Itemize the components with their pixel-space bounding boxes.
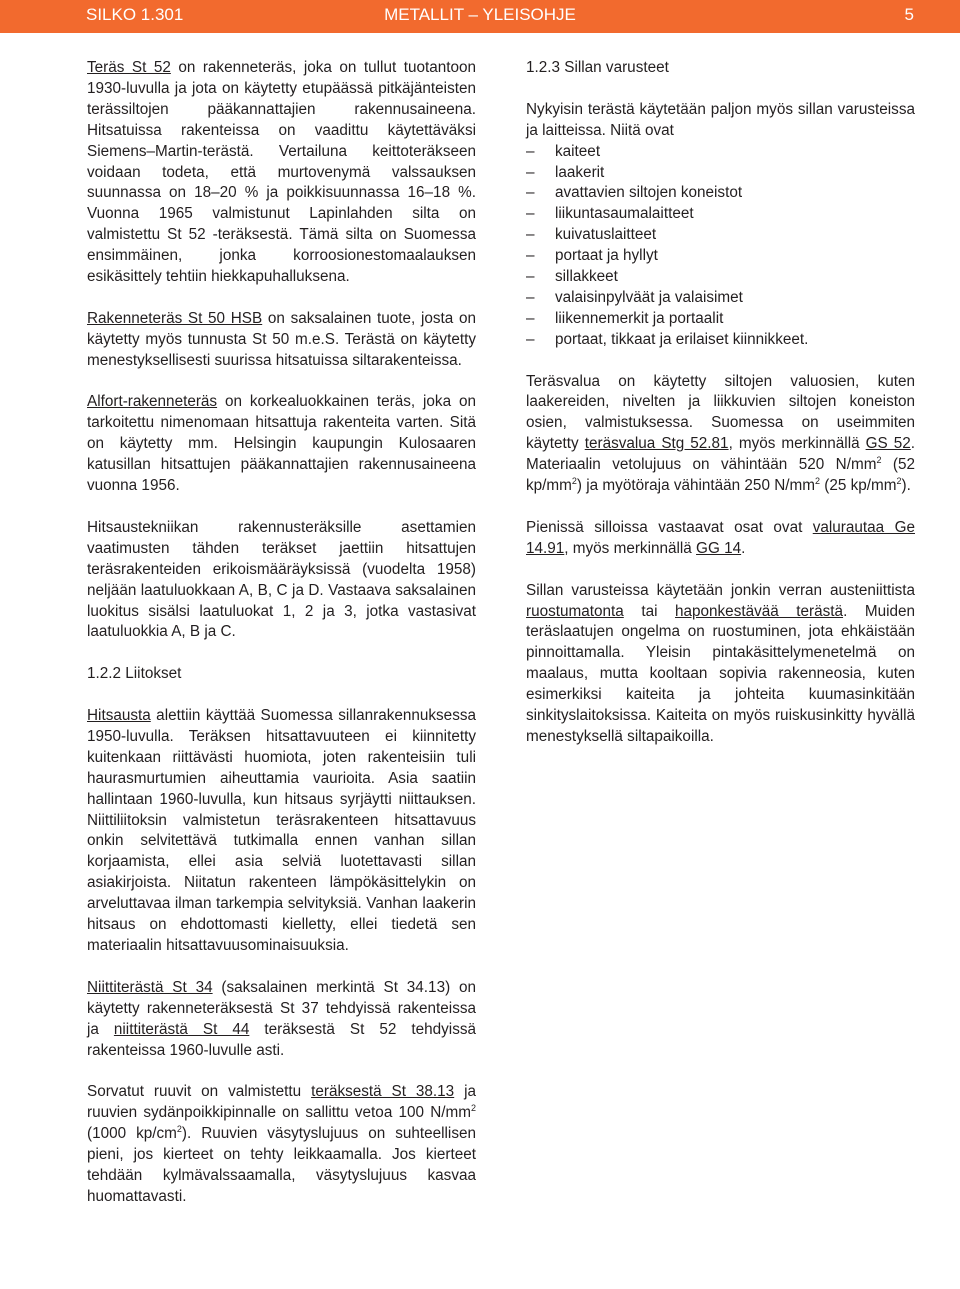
link-haponkestavaa-terasta[interactable]: haponkestävää terästä — [675, 602, 844, 620]
paragraph-text: Teräsvalua on käytetty siltojen valuosien, kuten laakereiden, nivelten ja liikkuvien siltojen koneiston osien, valmistuksessa. Suomessa on useimmiten käytetty — [526, 372, 915, 453]
link-teras-st52[interactable]: Teräs St 52 — [87, 59, 171, 76]
list-item: – liikuntasaumalaitteet — [526, 204, 915, 225]
paragraph-terasvalu — [526, 372, 915, 497]
paragraph-text: on korkealuokkainen teräs, joka on tarkoitettu nimenomaan hitsattuja rakenteita varten. Sitä on käytetty mm. Helsingin kaupungin Kulosaaren katusillan hitsattujen pääkannattajien rakennusaineena vuonna 1956. — [87, 393, 476, 495]
superscript: 2 — [896, 476, 902, 487]
paragraph-text: Sillan varusteissa käytetään jonkin verran austeniittista — [526, 581, 915, 599]
link-ruostumatonta[interactable]: ruostumatonta — [526, 602, 624, 620]
link-gg14[interactable]: GG 14 — [696, 539, 742, 557]
link-terasvalua-stg52[interactable]: teräsvalua Stg 52.81 — [584, 435, 729, 453]
list-item: – valaisinpylväät ja valaisimet — [526, 288, 915, 309]
list-item: – kuivatuslaitteet — [526, 225, 915, 246]
paragraph-text: ). — [901, 477, 911, 495]
list-item: – liikennemerkit ja portaalit — [526, 309, 915, 330]
link-st50-hsb[interactable]: Rakenneteräs St 50 HSB — [87, 309, 263, 327]
paragraph-text: Pienissä silloissa vastaavat osat ovat — [526, 518, 813, 536]
paragraph-text: ) ja myötöraja vähintään 250 N/mm — [576, 477, 815, 495]
paragraph-text: . — [741, 539, 746, 557]
document-title: METALLIT – YLEISOHJE — [384, 5, 576, 24]
paragraph-niittiteras — [87, 978, 476, 1062]
paragraph-text: . Muiden teräslaatujen ongelma on ruostuminen, jota ehkäistään pinnoittamalla. Yleisin pintakäsittelymenetelmä on maalaus, mutta kooltaan sopivia rakenneosia, kuten esimerkiksi kaiteita ja johteita kuumasinkitään sinkityslaitoksissa. Kaiteita on myös ruiskusinkitty hyvällä menestyksellä siltapaikoilla. — [526, 602, 916, 745]
paragraph-alfort — [87, 392, 476, 497]
paragraph-text: ). Ruuvien väsytyslujuus on suhteellisen pieni, jos kierteet on tehty leikkaamalla. Jos kierteet tehdään kylmävalssaamalla, väsytyslujuus kasvaa huomattavasti. — [87, 1125, 476, 1205]
page-number: 5 — [904, 5, 914, 24]
paragraph-ruostumaton — [526, 581, 915, 748]
section-heading-liitokset: 1.2.2 Liitokset — [87, 665, 182, 683]
paragraph-text: teräksestä St 52 tehdyissä rakenteissa 1960-luvulle asti. — [87, 1020, 476, 1059]
paragraph-text: (1000 kp/cm — [87, 1125, 177, 1143]
superscript: 2 — [876, 455, 882, 466]
section-heading-varusteet: 1.2.3 Sillan varusteet — [526, 59, 669, 76]
paragraph-st50-hsb — [87, 309, 476, 372]
paragraph-laatuluokat: Hitsaustekniikan rakennusteräksille asettamien vaatimusten tähden teräkset jaettiin hitsattujen teräsrakenteiden erikoismääräyksissä (vuodelta 1958) neljään laatuluokkaan A, B, C ja D. Vastaava saksalainen luokitus sisälsi laatuluokat 1, 2 ja 3, jotka vastasivat laatuluokkia A, B ja C. — [87, 518, 476, 641]
paragraph-hitsaus — [87, 706, 476, 957]
link-teras-st38[interactable]: teräksestä St 38.13 — [311, 1083, 455, 1101]
paragraph-text: (saksalainen merkintä St 34.13) on käytetty rakenneteräksestä St 37 tehdyissä rakenteissa ja — [87, 978, 476, 1038]
link-niittiteras-st34[interactable]: Niittiterästä St 34 — [87, 978, 213, 996]
paragraph-text: ja ruuvien sydänpoikkipinnalle on sallittu vetoa 100 N/mm — [87, 1083, 477, 1122]
list-item: – portaat, tikkaat ja erilaiset kiinnikkeet. — [526, 330, 915, 351]
paragraph-text: (25 kp/mm — [820, 477, 897, 495]
document-code: SILKO 1.301 — [86, 5, 184, 24]
paragraph-text: on saksalainen tuote, josta on käytetty myös tunnusta St 50 m.e.S. Terästä on käytetty menestyksellisesti suurissa hitsatuissa siltarakenteissa. — [87, 309, 476, 369]
paragraph-text: alettiin käyttää Suomessa sillanrakennuksessa 1950-luvulla. Teräksen hitsattavuuteen ei kiinnitetty kuitenkaan riittävästi huomiota, joten rakenteisiin tuli haurasmurtumien aiheuttamia vaurioita. Asia saatiin hallintaan 1960-luvulla, kun hitsaus syrjäytti niittauksen. Niittiliitoksin valmistetun teräsrakenteen hitsattavuus onkin selvitettävä tutkimalla ennen vanhan sillan korjaamista, ellei asia selviä luotettavasti sillan asiakirjoista. Niitatun rakenteen lämpökäsittelykin on arveluttavaa ilman tarkempia selvityksiä. Vanhan laakerin hitsaus on ehdottomasti kielletty, ellei tiedetä sen materiaalin hitsattavuusominaisuuksia. — [87, 707, 476, 954]
superscript: 2 — [814, 476, 820, 487]
equipment-list — [526, 142, 915, 351]
list-item: – kaiteet — [526, 142, 915, 163]
paragraph-varusteet-intro: Nykyisin terästä käytetään paljon myös sillan varusteissa ja laitteissa. Niitä ovat — [526, 100, 915, 139]
left-column — [87, 58, 476, 1229]
paragraph-text: tai — [623, 602, 675, 620]
paragraph-text: , myös merkinnällä — [564, 539, 697, 557]
paragraph-text: , myös merkinnällä — [728, 435, 866, 453]
link-gs52[interactable]: GS 52 — [865, 435, 911, 453]
link-niittiteras-st44[interactable]: niittiterästä St 44 — [113, 1020, 250, 1038]
superscript: 2 — [571, 476, 577, 487]
list-item: – laakerit — [526, 163, 915, 184]
right-column — [526, 58, 915, 769]
list-item: – portaat ja hyllyt — [526, 246, 915, 267]
page-header-bar — [0, 0, 960, 33]
list-item: – avattavien siltojen koneistot — [526, 183, 915, 204]
superscript: 2 — [176, 1124, 182, 1135]
paragraph-text: (52 kp/mm — [526, 456, 915, 495]
paragraph-ruuvit — [87, 1082, 476, 1207]
link-alfort[interactable]: Alfort-rakenneteräs — [87, 393, 218, 411]
paragraph-text: . Materiaalin vetolujuus on vähintään 520 N/mm — [526, 435, 916, 474]
superscript: 2 — [470, 1103, 476, 1114]
paragraph-text: on rakenneteräs, joka on tullut tuotantoon 1930-luvulla ja jota on käytetty etupäässä pitkäjänteisten terässiltojen pääkannattajien rakennusaineena. Hitsatuissa rakenteissa on vaadittu käytettäväksi Siemens–Martin-terästä. Vertailuna keittoteräkseen voidaan todeta, että murtovenymä valssauksen suunnassa on 18–20 % ja poikkisuunnassa 16–18 %. Vuonna 1965 valmistunut Lapinlahden silta on valmistettu St 52 -teräksestä. Tämä silta on Suomessa ensimmäinen, jonka korroosionestomaalauksen esikäsittely tehtiin hiekkapuhalluksena. — [87, 59, 476, 286]
paragraph-valurauta — [526, 518, 915, 560]
list-item: – sillakkeet — [526, 267, 915, 288]
link-valurautaa-ge14[interactable]: valurautaa Ge 14.91 — [526, 518, 915, 557]
paragraph-text: Sorvatut ruuvit on valmistettu — [87, 1083, 312, 1101]
paragraph-st52 — [87, 58, 476, 288]
link-hitsausta[interactable]: Hitsausta — [87, 707, 151, 725]
